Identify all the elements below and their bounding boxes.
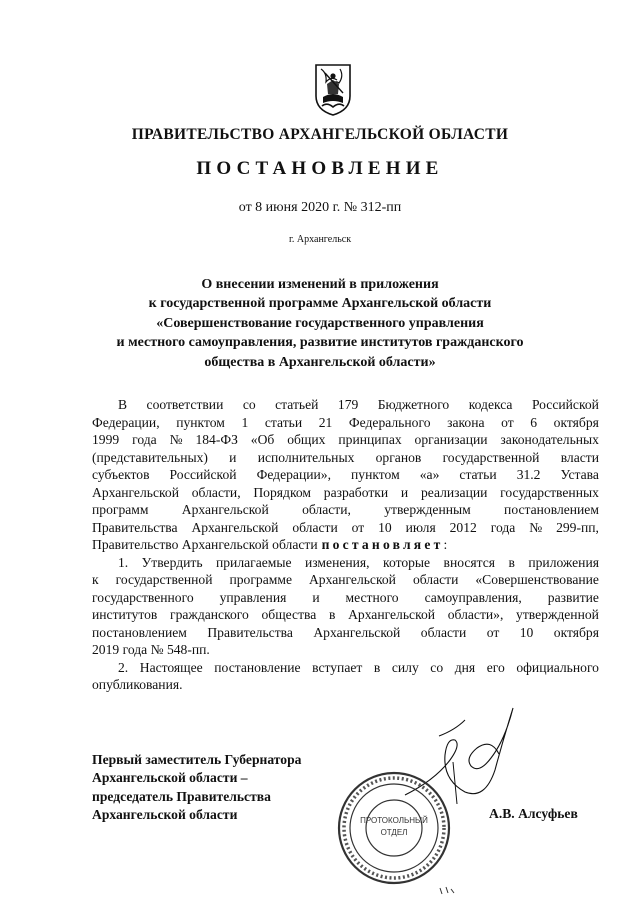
word: от: [501, 414, 514, 430]
word: июля: [405, 519, 436, 535]
position-line: Архангельской области: [92, 806, 238, 822]
word: октября: [553, 414, 599, 430]
word: в: [328, 607, 336, 622]
word: закона: [447, 414, 485, 430]
position-line: председатель Правительства: [92, 788, 271, 804]
word: постановлением: [92, 624, 187, 640]
word: «Совершенствование: [475, 572, 599, 587]
word: Бюджетного: [377, 397, 450, 412]
word: статьей: [275, 397, 319, 412]
word: 21: [318, 414, 333, 430]
word: постановлением: [504, 502, 599, 517]
word: его: [486, 659, 505, 675]
word: институтов: [92, 607, 158, 622]
title-line: О внесении изменений в приложения: [201, 277, 439, 292]
body-line: [92, 396, 599, 414]
word: государственной: [442, 449, 540, 465]
document-type: ПОСТАНОВЛЕНИЕ: [196, 158, 444, 179]
body-line: [92, 431, 599, 449]
word: Устава: [560, 467, 599, 482]
word: постановление: [214, 659, 301, 675]
word: Архангельской: [92, 484, 179, 500]
word: статьи: [264, 414, 303, 430]
signatory-position: [92, 751, 301, 824]
city: г. Архангельск: [288, 234, 352, 245]
word: и: [229, 449, 237, 465]
coat-of-arms-icon: [313, 62, 353, 117]
word: №: [169, 432, 183, 447]
word: официального: [516, 659, 599, 675]
word: в: [508, 554, 515, 570]
word: и: [312, 589, 320, 605]
title-line: общества в Архангельской области»: [204, 354, 436, 370]
word: Архангельской: [313, 624, 401, 640]
word: 1.: [118, 554, 129, 570]
word: программе: [229, 572, 292, 587]
word: 2.: [118, 659, 129, 675]
document-body: [92, 396, 599, 694]
word: Правительства: [92, 519, 178, 535]
word: 6: [530, 414, 538, 430]
word: пунктом: [351, 467, 400, 482]
body-line: [92, 624, 599, 642]
position-line: Архангельской области –: [92, 770, 248, 786]
word: законодательных: [500, 432, 599, 447]
body-line: [92, 606, 599, 624]
body-line: [92, 554, 599, 572]
paragraph-preamble: [92, 396, 599, 536]
word: в: [373, 659, 381, 675]
position-line: Первый заместитель Губернатора: [92, 752, 302, 767]
word: органов: [375, 449, 422, 465]
body-line: [92, 449, 599, 467]
title-line: к государственной программе Архангельской области: [148, 296, 492, 312]
word: государственного: [92, 589, 194, 605]
preamble-last-text: Правительство Архангельской области: [92, 537, 318, 552]
word: вносятся: [443, 554, 496, 570]
word: соответствии: [146, 397, 224, 412]
word: Утвердить: [141, 554, 203, 570]
stamp-text-line1: ПРОТОКОЛЬНЫЙ: [360, 816, 428, 825]
body-line: [92, 536, 599, 554]
word: №: [529, 519, 543, 535]
word: общих: [287, 432, 326, 447]
word: Архангельской: [308, 572, 396, 587]
word: от: [486, 624, 500, 640]
word: 1999: [92, 432, 120, 447]
paragraph-item-2: [92, 659, 599, 677]
word: разработки: [323, 484, 389, 500]
word: со: [242, 397, 256, 412]
word: дня: [454, 659, 476, 675]
word: «а»: [419, 467, 440, 482]
stamp-text-line2: ОТДЕЛ: [380, 828, 408, 837]
word: вступает: [312, 659, 363, 675]
word: гражданского: [170, 607, 249, 622]
word: области: [412, 572, 459, 587]
word: Российской: [531, 397, 599, 412]
word: Архангельской: [191, 519, 279, 535]
date-and-number: от 8 июня 2020 г. № 312-пп: [238, 200, 402, 215]
word: исполнительных: [257, 449, 355, 465]
word: 184-ФЗ: [195, 432, 238, 447]
word: общества: [261, 607, 317, 622]
word: к: [92, 572, 99, 587]
word: 10: [519, 624, 534, 640]
word: и: [400, 484, 409, 500]
word: 2012: [449, 519, 477, 535]
word: Федерального: [348, 414, 431, 430]
word: утвержденной: [516, 607, 599, 622]
word: области: [292, 519, 338, 535]
colon: :: [443, 537, 448, 552]
word: области»,: [447, 607, 504, 622]
word: 31.2: [516, 467, 541, 482]
word: утвержденным: [384, 502, 471, 517]
word: области,: [191, 484, 241, 500]
word: управления: [219, 589, 287, 605]
word: принципах: [338, 432, 402, 447]
word: 1: [241, 414, 249, 430]
word: Архангельской: [181, 502, 269, 517]
body-line: [92, 659, 599, 677]
signatory-name: А.В. Алсуфьев: [489, 806, 578, 821]
word: 10: [378, 519, 392, 535]
word: области,: [302, 502, 351, 517]
word: реализации: [420, 484, 488, 500]
government-name: ПРАВИТЕЛЬСТВО АРХАНГЕЛЬСКОЙ ОБЛАСТИ: [131, 126, 509, 143]
word: власти: [560, 449, 599, 465]
word: Порядком: [253, 484, 311, 500]
word: развитие: [547, 589, 599, 605]
word: Настоящее: [139, 659, 203, 675]
word: «Об: [250, 432, 275, 447]
body-line: [92, 571, 599, 589]
word: государственных: [500, 484, 599, 500]
word: года: [490, 519, 516, 535]
word: В: [118, 397, 128, 412]
resolves-word: постановляет: [321, 537, 444, 552]
word: (представительных): [92, 449, 208, 465]
word: прилагаемые: [215, 554, 292, 570]
title-line: «Совершенствование государственного управления: [156, 315, 484, 331]
title-line: и местного самоуправления, развитие институтов гражданского: [116, 335, 524, 351]
word: статьи: [459, 467, 497, 482]
word: самоуправления,: [424, 589, 522, 605]
paragraph-item-1: [92, 554, 599, 642]
word: изменения,: [304, 554, 370, 570]
official-stamp: [334, 768, 454, 888]
body-line: [92, 466, 599, 484]
page-mark: [437, 884, 457, 898]
word: Федерации,: [92, 414, 160, 430]
word: со: [430, 659, 444, 675]
body-line: [92, 641, 599, 659]
body-line: [92, 676, 599, 694]
word: кодекса: [468, 397, 513, 412]
word: от: [351, 519, 365, 535]
word: 179: [337, 397, 359, 412]
word: силу: [391, 659, 419, 675]
word: Федерации»,: [256, 467, 331, 482]
word: приложения: [528, 554, 599, 570]
word: организации: [414, 432, 488, 447]
word: области: [420, 624, 467, 640]
body-line: [92, 519, 599, 537]
document-title: [0, 275, 640, 372]
word: года: [132, 432, 157, 447]
item-1-last-text: 2019 года № 548-пп.: [92, 642, 210, 657]
word: октября: [553, 624, 599, 640]
word: пунктом: [176, 414, 225, 430]
word: Правительства: [207, 624, 293, 640]
word: государственной: [115, 572, 213, 587]
word: 299-пп,: [556, 519, 599, 535]
body-line: [92, 589, 599, 607]
body-line: [92, 501, 599, 519]
body-line: [92, 414, 599, 432]
word: программ: [92, 502, 149, 517]
body-line: [92, 484, 599, 502]
word: Архангельской: [348, 607, 436, 622]
word: местного: [345, 589, 399, 605]
word: Российской: [169, 467, 237, 482]
word: субъектов: [92, 467, 150, 482]
item-2-last-text: опубликования.: [92, 677, 183, 692]
word: которые: [383, 554, 431, 570]
